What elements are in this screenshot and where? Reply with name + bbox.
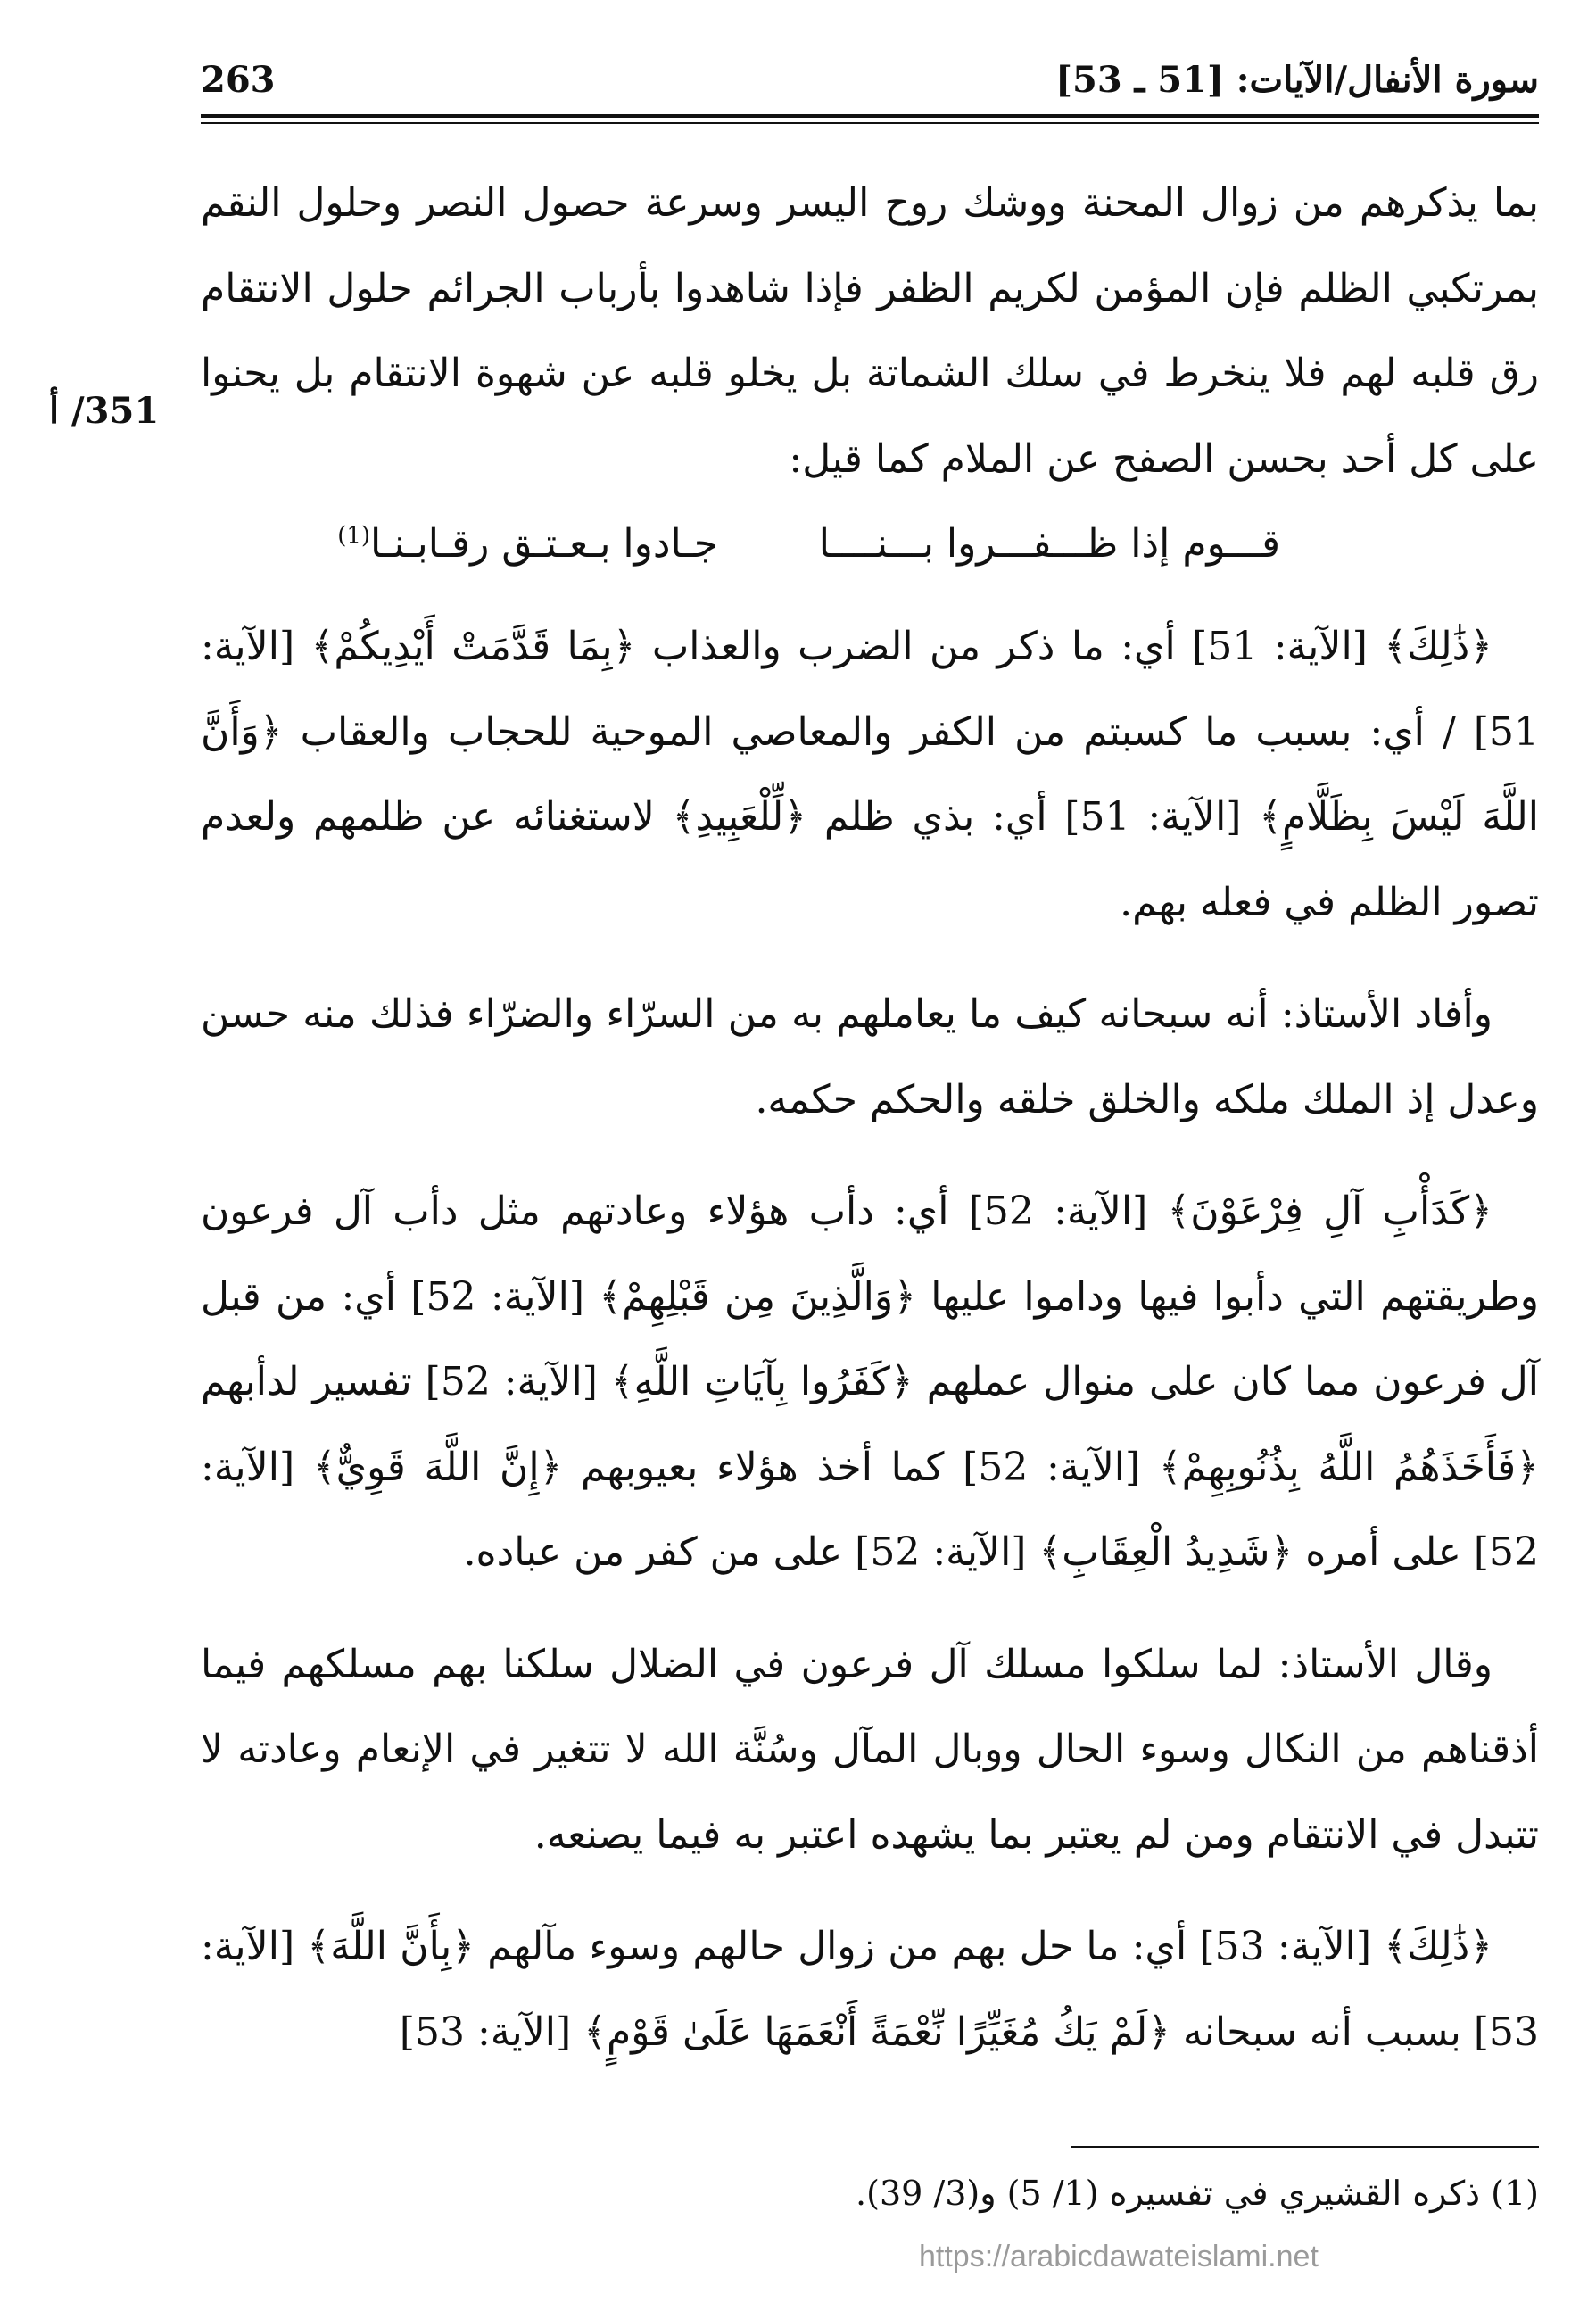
paragraph: وقال الأستاذ: لما سلكوا مسلك آل فرعون في الضلال سلكنا بهم مسلكهم فيما أذقناهم من النكال وسوء الحال ووبال المآل وسُنَّة الله لا تتغير في الإنعام وعادته لا تتبدل في الانتقام ومن لم يعتبر بما يشهده اعتبر به فيما يصنعه. — [201, 1641, 1539, 1858]
footnote-separator — [1071, 2146, 1539, 2148]
page-header — [201, 55, 1539, 109]
header-rule-thick — [201, 114, 1539, 118]
running-title: سورة الأنفال/الآيات: [51 ـ 53] — [1055, 59, 1539, 101]
page-number: 263 — [201, 59, 276, 101]
paragraph: وأفاد الأستاذ: أنه سبحانه كيف ما يعاملهم به من السرّاء والضرّاء فذلك منه حسن وعدل إذ الملك ملكه والخلق خلقه والحكم حكمه. — [201, 991, 1539, 1122]
header-rule-thin — [201, 122, 1539, 124]
verse-second-hemistich-text: جـادوا بـعـتـق رقـابـنـا — [370, 521, 718, 567]
paragraph: بما يذكرهم من زوال المحنة ووشك روح اليسر وسرعة حصول النصر وحلول النقم بمرتكبي الظلم فإن المؤمن لكريم الظفر فإذا شاهدوا بأرباب الجرائم حلول الانتقام رق قلبه لهم فلا ينخرط في سلك الشماتة بل يخلو قلبه عن شهوة الانتقام بل يحنوا على كل أحد بحسن الصفح عن الملام كما قيل: — [201, 180, 1539, 482]
paragraph: ﴿ذَٰلِكَ﴾ [الآية: 53] أي: ما حل بهم من زوال حالهم وسوء مآلهم ﴿بِأَنَّ اللَّهَ﴾ [الآية: 53] بسبب أنه سبحانه ﴿لَمْ يَكُ مُغَيِّرًا نِّعْمَةً أَنْعَمَهَا عَلَىٰ قَوْمٍ﴾ [الآية: 53] — [201, 1924, 1539, 2055]
verse-second-hemistich — [337, 501, 718, 586]
main-text — [201, 161, 1539, 2075]
watermark-url: https://arabicdawateislami.net — [919, 2240, 1319, 2274]
footnote-marker: (1) — [337, 522, 371, 550]
paragraph: ﴿ذَٰلِكَ﴾ [الآية: 51] أي: ما ذكر من الضرب والعذاب ﴿بِمَا قَدَّمَتْ أَيْدِيكُمْ﴾ [الآية: 51] / أي: بسبب ما كسبتم من الكفر والمعاصي الموحية للحجاب والعقاب ﴿وَأَنَّ اللَّهَ لَيْسَ بِظَلَّامٍ﴾ [الآية: 51] أي: بذي ظلم ﴿لِّلْعَبِيدِ﴾ لاستغنائه عن ظلمهم ولعدم تصور الظلم في فعله بهم. — [201, 624, 1540, 925]
verse-first-hemistich: قـــوم إذا ظـــفـــروا بـــنــــا — [818, 521, 1280, 567]
paragraph: ﴿كَدَأْبِ آلِ فِرْعَوْنَ﴾ [الآية: 52] أي: دأب هؤلاء وعادتهم مثل دأب آل فرعون وطريقتهم التي دأبوا فيها وداموا عليها ﴿وَالَّذِينَ مِن قَبْلِهِمْ﴾ [الآية: 52] أي: من قبل آل فرعون مما كان على منوال عملهم ﴿كَفَرُوا بِآيَاتِ اللَّهِ﴾ [الآية: 52] تفسير لدأبهم ﴿فَأَخَذَهُمُ اللَّهُ بِذُنُوبِهِمْ﴾ [الآية: 52] كما أخذ هؤلاء بعيوبهم ﴿إِنَّ اللَّهَ قَوِيٌّ﴾ [الآية: 52] على أمره ﴿شَدِيدُ الْعِقَابِ﴾ [الآية: 52] على من كفر من عباده. — [201, 1189, 1540, 1575]
poetry-verse — [201, 501, 1539, 586]
manuscript-folio-note: 351/ أ — [49, 390, 160, 432]
footnote: (1) ذكره القشيري في تفسيره (1/ 5) و(3/ 39). — [856, 2174, 1539, 2213]
